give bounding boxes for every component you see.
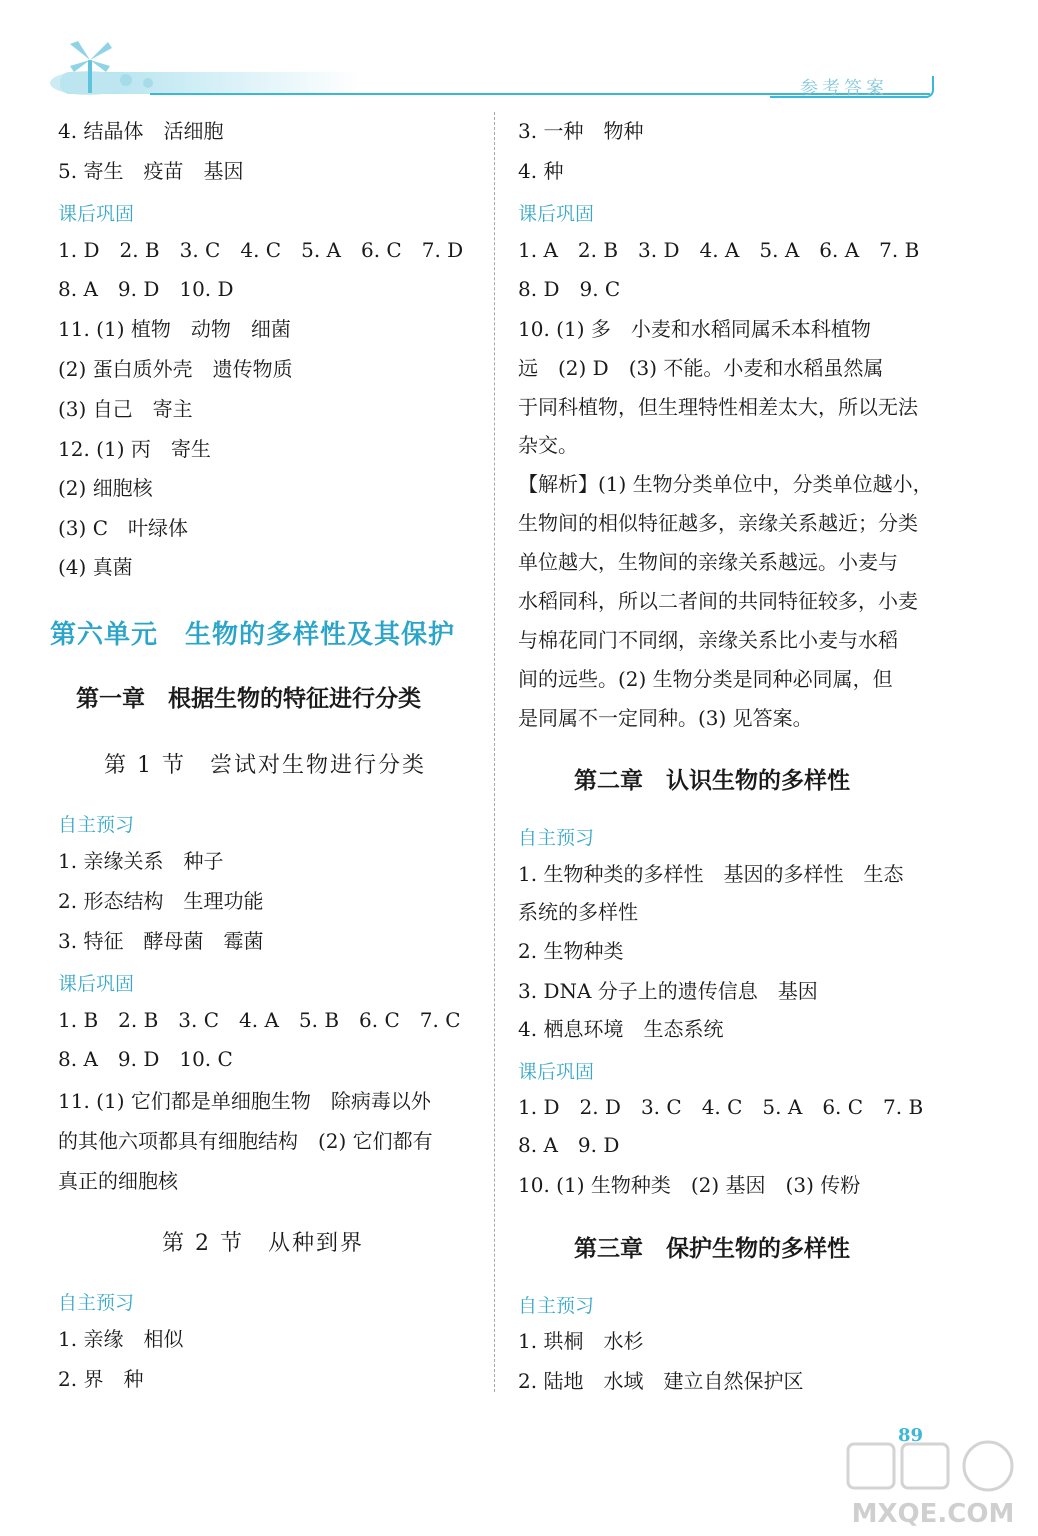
- answer-line: 11. (1) 它们都是单细胞生物 除病毒以外: [58, 1089, 431, 1113]
- answer-line: 4. 种: [518, 159, 564, 183]
- answer-line: 远 (2) D (3) 不能。小麦和水稻虽然属: [518, 356, 884, 380]
- answer-line: 1. 珙桐 水杉: [518, 1329, 644, 1353]
- section-label: 自主预习: [518, 827, 595, 849]
- header-title: 参考答案: [800, 78, 888, 99]
- page-header: [0, 0, 1038, 110]
- analysis-line: 间的远些。(2) 生物分类是同种必同属，但: [518, 667, 893, 691]
- watermark-logo: [838, 1436, 1028, 1531]
- answer-line: (4) 真菌: [58, 555, 133, 579]
- answer-line: 1. 生物种类的多样性 基因的多样性 生态: [518, 862, 904, 886]
- section-title: 第 2 节 从种到界: [162, 1231, 364, 1256]
- answer-line: (3) C 叶绿体: [58, 516, 188, 540]
- answer-line: 10. (1) 生物种类 (2) 基因 (3) 传粉: [518, 1173, 861, 1197]
- answer-line: 11. (1) 植物 动物 细菌: [58, 317, 291, 341]
- answer-line: 1. A 2. B 3. D 4. A 5. A 6. A 7. B: [518, 238, 920, 262]
- windmill-logo-icon: [48, 38, 178, 98]
- answer-line: 1. D 2. B 3. C 4. C 5. A 6. C 7. D: [58, 238, 464, 262]
- section-label: 自主预习: [58, 1292, 135, 1314]
- section-title: 第 1 节 尝试对生物进行分类: [104, 753, 426, 778]
- answer-line: 2. 形态结构 生理功能: [58, 889, 264, 913]
- answer-line: 8. D 9. C: [518, 277, 621, 301]
- analysis-line: 水稻同科，所以二者间的共同特征较多，小麦: [518, 589, 918, 613]
- answer-line: (2) 蛋白质外壳 遗传物质: [58, 357, 293, 381]
- chapter-title: 第一章 根据生物的特征进行分类: [76, 686, 421, 712]
- answer-line: 2. 生物种类: [518, 939, 624, 963]
- chapter-title: 第三章 保护生物的多样性: [574, 1236, 850, 1262]
- answer-line: 3. 一种 物种: [518, 119, 644, 143]
- answer-line: 3. DNA 分子上的遗传信息 基因: [518, 979, 818, 1003]
- section-label: 课后巩固: [58, 973, 135, 995]
- svg-text:MXQE.COM: MXQE.COM: [851, 1499, 1015, 1529]
- answer-line: 真正的细胞核: [58, 1169, 178, 1193]
- answer-line: 8. A 9. D 10. D: [58, 277, 234, 301]
- answer-line: 4. 结晶体 活细胞: [58, 119, 224, 143]
- answer-line: 杂交。: [518, 433, 578, 457]
- section-label: 课后巩固: [518, 203, 595, 225]
- answer-line: 2. 陆地 水域 建立自然保护区: [518, 1369, 804, 1393]
- answer-line: 1. 亲缘 相似: [58, 1327, 184, 1351]
- answer-line: 8. A 9. D: [518, 1133, 620, 1157]
- section-label: 自主预习: [58, 814, 135, 836]
- answer-line: 4. 栖息环境 生态系统: [518, 1017, 724, 1041]
- answer-line: 1. D 2. D 3. C 4. C 5. A 6. C 7. B: [518, 1095, 924, 1119]
- answer-line: 12. (1) 丙 寄生: [58, 437, 211, 461]
- analysis-line: 单位越大，生物间的亲缘关系越远。小麦与: [518, 550, 898, 574]
- analysis-line: 【解析】(1) 生物分类单位中，分类单位越小，: [518, 472, 933, 496]
- section-label: 课后巩固: [518, 1061, 595, 1083]
- answer-line: 1. B 2. B 3. C 4. A 5. B 6. C 7. C: [58, 1008, 461, 1032]
- answer-line: 的其他六项都具有细胞结构 (2) 它们都有: [58, 1129, 433, 1153]
- answer-line: 系统的多样性: [518, 900, 638, 924]
- answer-line: 3. 特征 酵母菌 霉菌: [58, 929, 264, 953]
- section-label: 课后巩固: [58, 203, 135, 225]
- section-label: 自主预习: [518, 1295, 595, 1317]
- chapter-title: 第二章 认识生物的多样性: [574, 768, 850, 794]
- answer-line: 10. (1) 多 小麦和水稻同属禾本科植物: [518, 317, 871, 341]
- answer-line: 1. 亲缘关系 种子: [58, 849, 224, 873]
- analysis-line: 是同属不一定同种。(3) 见答案。: [518, 706, 813, 730]
- page-number: 89: [898, 1425, 924, 1446]
- answer-line: 8. A 9. D 10. C: [58, 1047, 233, 1071]
- answer-line: (3) 自己 寄主: [58, 397, 193, 421]
- analysis-line: 与棉花同门不同纲，亲缘关系比小麦与水稻: [518, 628, 898, 652]
- answer-line: 于同科植物，但生理特性相差太大，所以无法: [518, 395, 918, 419]
- analysis-line: 生物间的相似特征越多，亲缘关系越近；分类: [518, 511, 918, 535]
- answer-line: 2. 界 种: [58, 1367, 144, 1391]
- answer-line: 5. 寄生 疫苗 基因: [58, 159, 244, 183]
- column-divider: [494, 112, 495, 1392]
- unit-title: 第六单元 生物的多样性及其保护: [50, 620, 456, 650]
- answer-line: (2) 细胞核: [58, 476, 153, 500]
